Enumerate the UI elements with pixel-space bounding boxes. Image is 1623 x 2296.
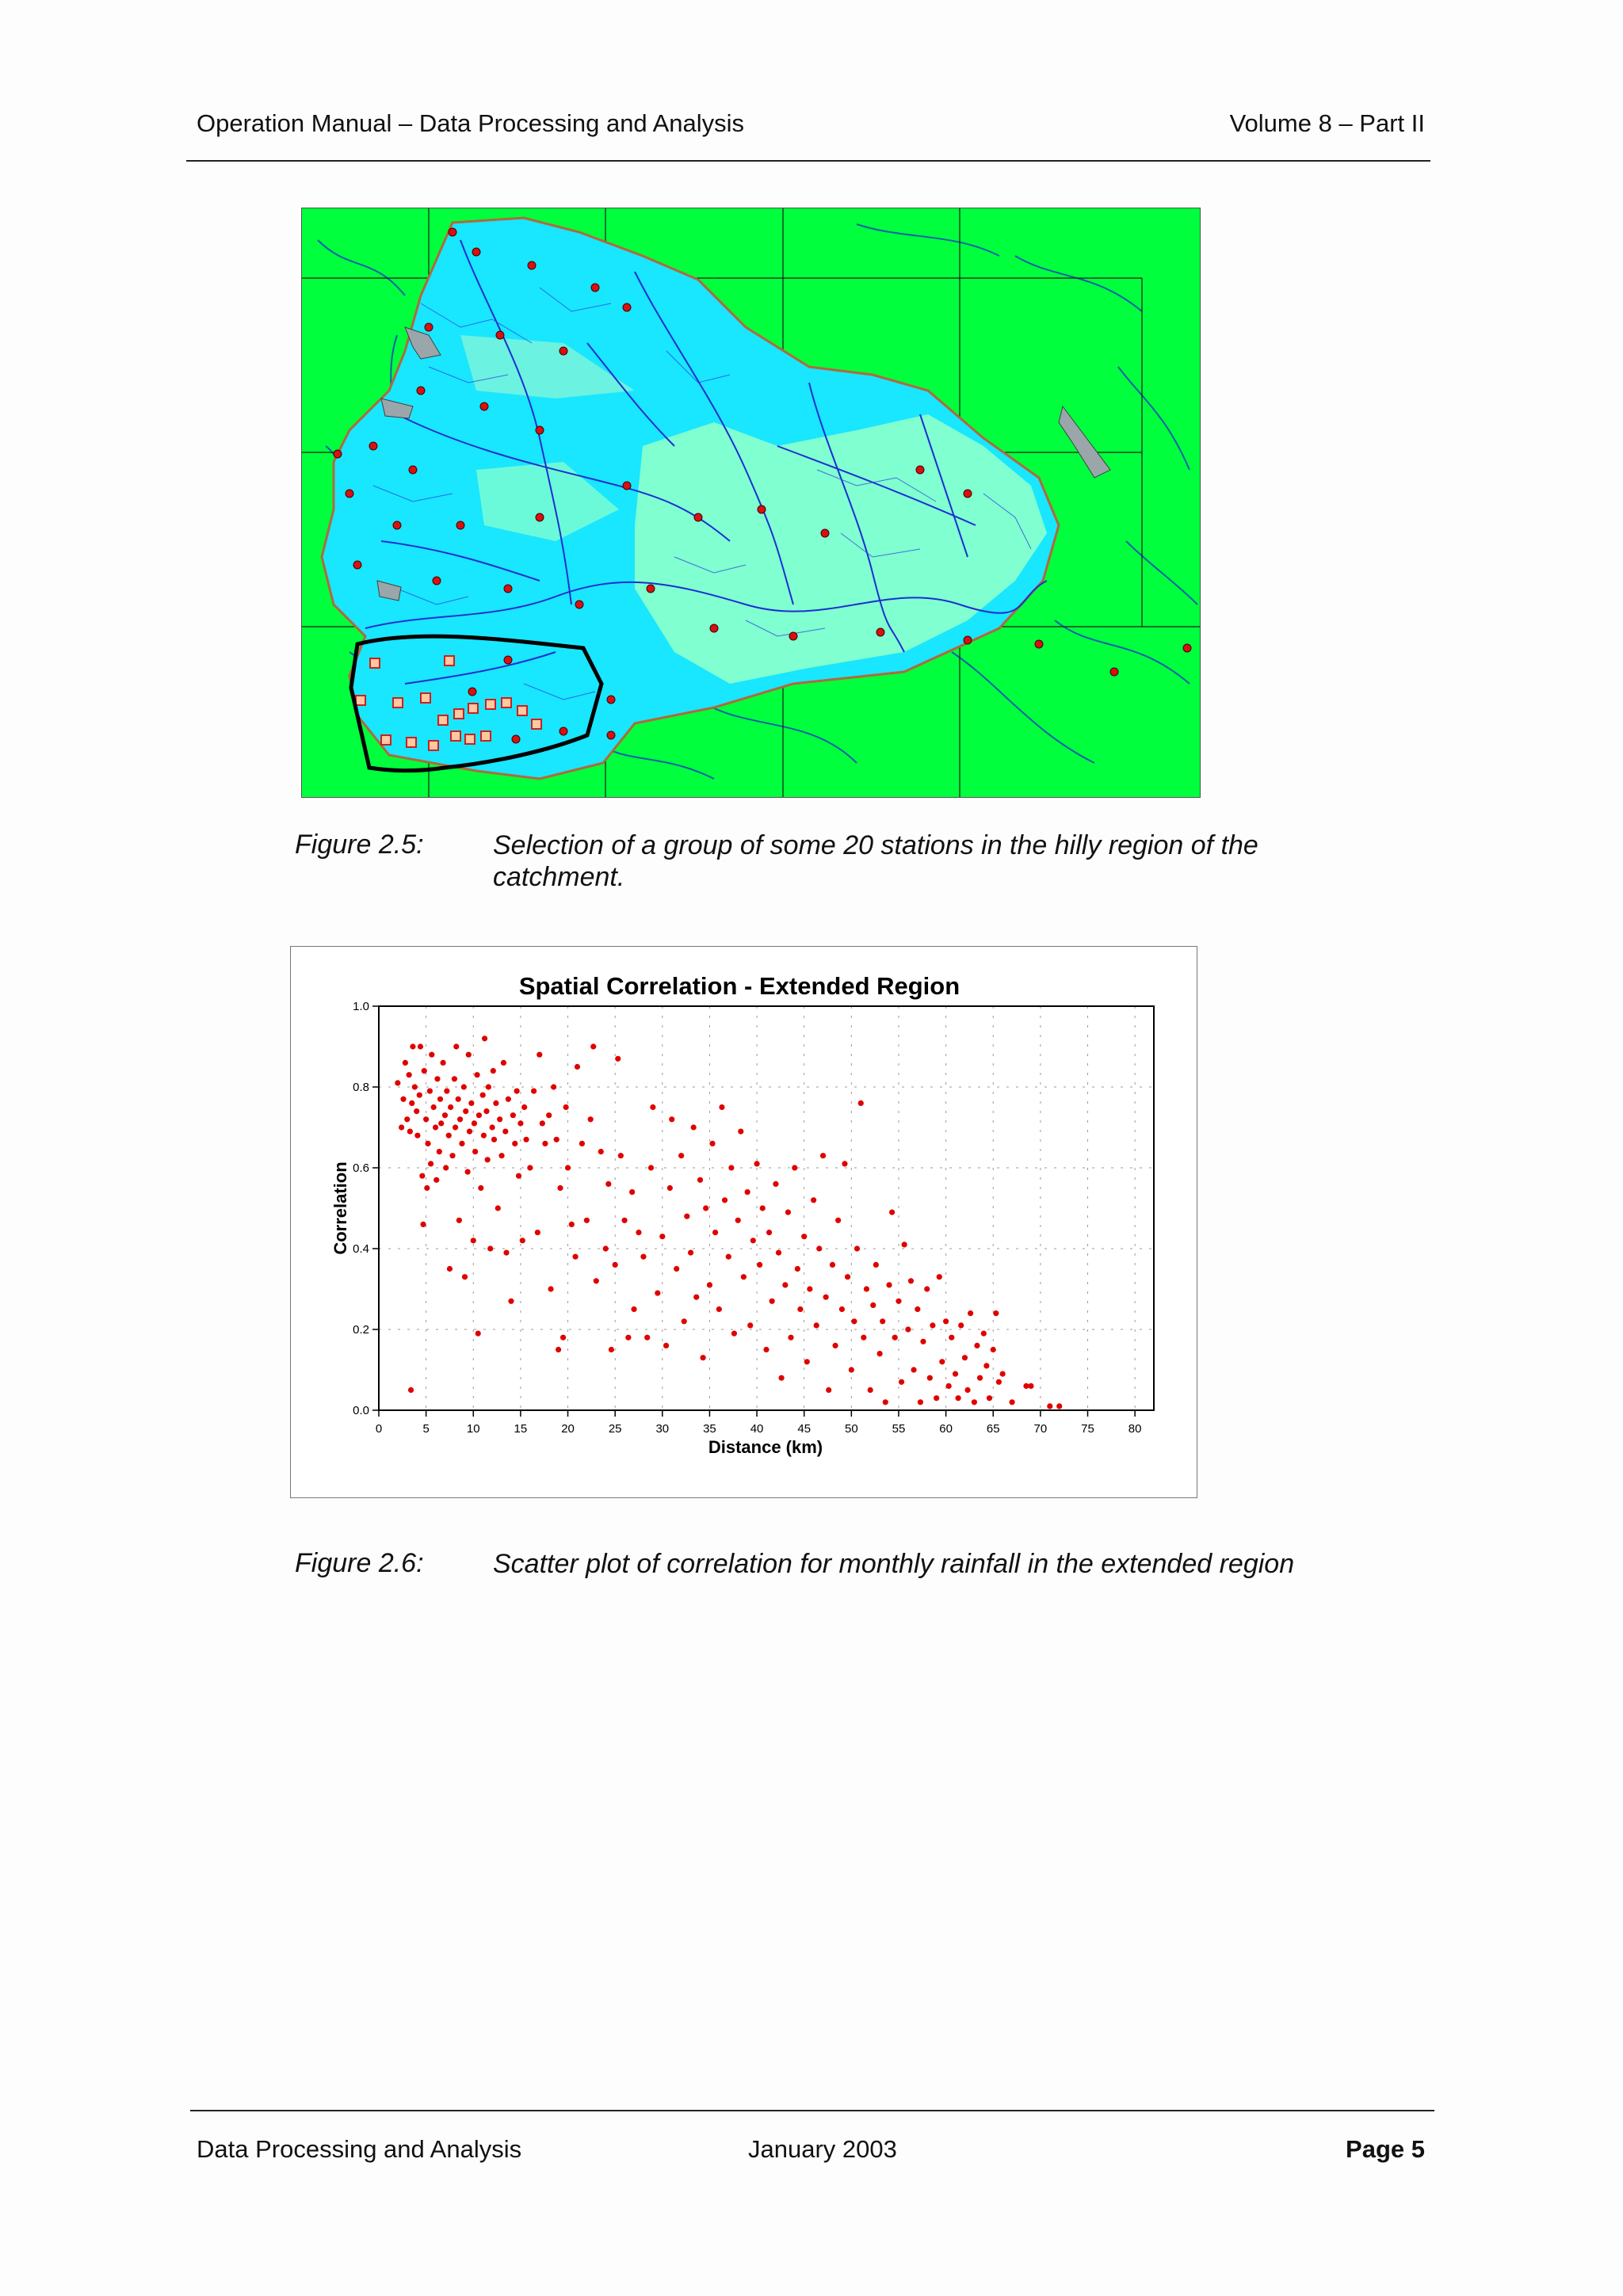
data-point [598, 1149, 604, 1154]
header-rule [186, 160, 1430, 162]
data-point [962, 1355, 968, 1360]
data-point [788, 1335, 793, 1341]
data-point [516, 1173, 521, 1179]
data-point [795, 1266, 800, 1272]
data-point [590, 1043, 596, 1049]
data-point [474, 1072, 479, 1077]
data-point [776, 1250, 781, 1256]
data-point [457, 1116, 463, 1122]
data-point [433, 1177, 439, 1183]
data-point [441, 1060, 446, 1066]
data-point [956, 1395, 961, 1401]
data-point [915, 1306, 920, 1312]
data-point [738, 1129, 743, 1135]
data-point [603, 1245, 609, 1251]
data-point [958, 1322, 964, 1328]
data-point [659, 1234, 665, 1239]
data-point [927, 1375, 933, 1381]
data-point [467, 1129, 472, 1135]
data-point [972, 1399, 977, 1405]
data-point [851, 1318, 857, 1324]
data-point [946, 1383, 952, 1389]
data-point [414, 1133, 420, 1138]
data-point [423, 1116, 429, 1122]
data-point [631, 1306, 636, 1312]
data-point [953, 1371, 958, 1377]
data-point [540, 1120, 545, 1126]
data-point [483, 1108, 489, 1114]
data-point [792, 1165, 797, 1170]
data-point [968, 1310, 973, 1316]
data-point [674, 1266, 679, 1272]
data-point [521, 1104, 527, 1110]
data-point [735, 1218, 741, 1223]
data-point [466, 1052, 472, 1058]
data-point [493, 1100, 498, 1106]
data-point [456, 1097, 461, 1102]
data-point [408, 1387, 414, 1393]
data-point [400, 1097, 406, 1102]
data-point [754, 1161, 759, 1166]
data-point [605, 1181, 611, 1187]
data-point [491, 1137, 497, 1142]
x-tick-label: 45 [797, 1422, 812, 1436]
x-tick-label: 5 [422, 1422, 430, 1436]
data-point [427, 1089, 433, 1094]
data-point [823, 1295, 829, 1300]
data-point [527, 1165, 533, 1170]
data-point [594, 1278, 599, 1283]
data-point [465, 1169, 471, 1175]
data-point [442, 1112, 448, 1118]
data-point [621, 1218, 627, 1223]
data-point [934, 1395, 939, 1401]
data-point [886, 1282, 892, 1287]
data-point [431, 1104, 437, 1110]
data-point [974, 1343, 980, 1348]
data-point [778, 1375, 784, 1381]
data-point [490, 1124, 495, 1130]
data-point [412, 1084, 418, 1089]
x-tick-label: 60 [939, 1422, 953, 1436]
data-point [437, 1097, 443, 1102]
data-point [964, 1387, 970, 1393]
data-point [741, 1274, 747, 1280]
figure-2-5-label: Figure 2.5: [295, 830, 424, 860]
data-point [399, 1124, 404, 1130]
data-point [861, 1335, 866, 1341]
data-point [842, 1161, 847, 1166]
data-point [1000, 1371, 1006, 1377]
data-point [476, 1112, 482, 1118]
data-point [551, 1084, 556, 1089]
data-point [472, 1120, 477, 1126]
data-point [693, 1295, 699, 1300]
data-point [407, 1072, 412, 1077]
footer-rule [190, 2110, 1434, 2111]
figure-2-6-label: Figure 2.6: [295, 1548, 424, 1578]
data-point [650, 1104, 655, 1110]
data-point [615, 1056, 621, 1062]
data-point [579, 1141, 585, 1146]
data-point [889, 1210, 895, 1215]
data-point [523, 1137, 529, 1142]
data-point [501, 1060, 506, 1066]
data-point [943, 1318, 949, 1324]
data-point [486, 1084, 491, 1089]
data-point [648, 1165, 654, 1170]
data-point [939, 1359, 945, 1364]
data-point [459, 1141, 464, 1146]
data-point [456, 1218, 462, 1223]
data-point [443, 1165, 449, 1170]
data-point [883, 1399, 888, 1405]
data-point [546, 1112, 552, 1118]
data-point [572, 1254, 578, 1260]
data-point [712, 1230, 718, 1235]
data-point [503, 1250, 509, 1256]
data-point [832, 1343, 838, 1348]
data-point [797, 1306, 803, 1312]
x-tick-label: 15 [514, 1422, 528, 1436]
data-point [497, 1116, 502, 1122]
data-point [870, 1302, 876, 1308]
data-point [839, 1306, 845, 1312]
data-point [453, 1124, 458, 1130]
data-point [535, 1230, 540, 1235]
data-point [873, 1262, 879, 1268]
data-point [563, 1104, 569, 1110]
data-point [700, 1355, 705, 1360]
data-point [569, 1222, 575, 1227]
data-point [418, 1043, 423, 1049]
data-point [684, 1214, 689, 1219]
data-point [804, 1359, 810, 1364]
data-point [902, 1241, 907, 1247]
data-point [437, 1149, 442, 1154]
x-tick-label: 70 [1033, 1422, 1048, 1436]
header-title: Operation Manual – Data Processing and Analysis [197, 109, 745, 137]
data-point [1028, 1383, 1033, 1389]
data-point [414, 1108, 419, 1114]
data-point [763, 1347, 769, 1352]
data-point [716, 1306, 722, 1312]
data-point [428, 1161, 433, 1166]
data-point [801, 1234, 807, 1239]
data-point [475, 1331, 481, 1337]
data-point [404, 1116, 410, 1122]
data-point [1056, 1403, 1062, 1409]
x-tick-label: 55 [892, 1422, 906, 1436]
x-tick-label: 0 [375, 1422, 383, 1436]
data-point [449, 1153, 455, 1158]
data-point [491, 1068, 496, 1074]
data-point [425, 1141, 430, 1146]
footer-page-number: Page 5 [1346, 2135, 1425, 2163]
data-point [588, 1116, 594, 1122]
data-point [830, 1262, 835, 1268]
data-point [472, 1149, 478, 1154]
data-point [991, 1347, 996, 1352]
data-point [453, 1043, 459, 1049]
data-point [688, 1250, 693, 1256]
chart-title: Spatial Correlation - Extended Region [518, 972, 960, 1000]
data-point [424, 1185, 430, 1191]
data-point [510, 1112, 516, 1118]
data-point [461, 1084, 467, 1089]
data-point [920, 1339, 926, 1344]
data-point [508, 1299, 514, 1304]
data-point [820, 1153, 826, 1158]
data-point [993, 1310, 999, 1316]
footer-date: January 2003 [748, 2135, 897, 2163]
data-point [548, 1286, 553, 1291]
data-point [773, 1181, 778, 1187]
data-point [987, 1395, 992, 1401]
data-point [996, 1379, 1002, 1385]
data-point [678, 1153, 684, 1158]
y-tick-label: 1.0 [353, 1000, 369, 1013]
data-point [463, 1108, 468, 1114]
data-point [502, 1129, 508, 1135]
data-point [452, 1076, 457, 1081]
header-volume: Volume 8 – Part II [1229, 109, 1425, 137]
data-point [807, 1286, 812, 1291]
data-point [766, 1230, 772, 1235]
x-tick-label: 20 [561, 1422, 575, 1436]
data-point [899, 1379, 904, 1385]
data-point [877, 1351, 883, 1356]
data-point [911, 1367, 916, 1372]
data-point [644, 1335, 650, 1341]
data-point [485, 1157, 491, 1162]
data-point [487, 1245, 493, 1251]
data-point [618, 1153, 624, 1158]
data-point [835, 1218, 841, 1223]
data-point [745, 1189, 750, 1195]
data-point [816, 1245, 822, 1251]
data-point [880, 1318, 885, 1324]
data-point [747, 1322, 753, 1328]
data-point [575, 1064, 580, 1070]
data-point [868, 1387, 873, 1393]
data-point [785, 1210, 791, 1215]
x-tick-label: 25 [608, 1422, 622, 1436]
y-tick-label: 0.6 [353, 1161, 369, 1175]
scatter-chart [290, 946, 1197, 1498]
footer-left: Data Processing and Analysis [197, 2135, 522, 2163]
data-point [760, 1205, 766, 1211]
data-point [707, 1282, 712, 1287]
data-point [471, 1238, 476, 1243]
data-point [482, 1035, 487, 1041]
data-point [433, 1124, 438, 1130]
data-point [480, 1093, 486, 1098]
data-point [537, 1052, 542, 1058]
data-point [448, 1104, 453, 1110]
x-tick-label: 10 [466, 1422, 480, 1436]
data-point [1009, 1399, 1014, 1405]
data-point [481, 1133, 487, 1138]
data-point [395, 1080, 400, 1085]
data-point [908, 1278, 914, 1283]
data-point [429, 1052, 434, 1058]
data-point [517, 1120, 523, 1126]
data-point [640, 1254, 646, 1260]
figure-2-5-caption: Selection of a group of some 20 stations in the hilly region of the catchment. [493, 830, 1258, 892]
data-point [478, 1185, 483, 1191]
data-point [709, 1141, 715, 1146]
data-point [924, 1286, 930, 1291]
data-point [691, 1124, 697, 1130]
data-point [983, 1363, 989, 1368]
data-point [584, 1218, 590, 1223]
data-point [434, 1076, 440, 1081]
data-point [722, 1197, 727, 1203]
data-point [892, 1335, 898, 1341]
data-point [864, 1286, 869, 1291]
data-point [703, 1205, 708, 1211]
y-tick-label: 0.0 [353, 1404, 369, 1417]
data-point [629, 1189, 635, 1195]
data-point [930, 1322, 935, 1328]
data-point [669, 1116, 674, 1122]
data-point [542, 1141, 548, 1146]
data-point [407, 1129, 413, 1135]
catchment-map [301, 208, 1201, 798]
data-point [814, 1322, 819, 1328]
data-point [697, 1177, 703, 1183]
data-point [937, 1274, 942, 1280]
data-point [417, 1093, 422, 1098]
data-point [514, 1089, 520, 1094]
data-point [512, 1141, 517, 1146]
data-point [719, 1104, 724, 1110]
data-point [565, 1165, 571, 1170]
data-point [557, 1185, 563, 1191]
y-tick-label: 0.4 [353, 1242, 369, 1256]
data-point [981, 1331, 987, 1337]
data-point [949, 1335, 954, 1341]
data-point [609, 1347, 614, 1352]
x-tick-label: 35 [703, 1422, 716, 1436]
data-point [977, 1375, 983, 1381]
data-point [495, 1205, 501, 1211]
data-point [757, 1262, 762, 1268]
data-point [468, 1100, 474, 1106]
data-point [1047, 1403, 1052, 1409]
data-point [655, 1291, 660, 1296]
data-point [444, 1089, 449, 1094]
data-point [854, 1245, 860, 1251]
data-point [826, 1387, 831, 1393]
data-point [438, 1120, 444, 1126]
x-tick-label: 65 [986, 1422, 1000, 1436]
data-point [636, 1230, 641, 1235]
data-point [728, 1165, 734, 1170]
data-point [731, 1331, 737, 1337]
data-point [531, 1089, 537, 1094]
data-point [625, 1335, 631, 1341]
y-tick-label: 0.8 [353, 1081, 369, 1094]
data-point [769, 1299, 775, 1304]
figure-2-6-caption: Scatter plot of correlation for monthly rainfall in the extended region [493, 1549, 1295, 1579]
data-point [506, 1097, 511, 1102]
data-point [750, 1238, 756, 1243]
data-point [419, 1173, 425, 1179]
data-point [409, 1100, 414, 1106]
data-point [420, 1222, 426, 1227]
data-point [560, 1335, 566, 1341]
data-point [858, 1100, 864, 1106]
x-tick-label: 80 [1128, 1422, 1142, 1436]
data-point [663, 1343, 669, 1348]
data-point [849, 1367, 854, 1372]
data-point [682, 1318, 687, 1324]
x-tick-label: 50 [844, 1422, 858, 1436]
data-point [462, 1274, 468, 1280]
data-point [811, 1197, 816, 1203]
data-point [667, 1185, 673, 1191]
data-point [782, 1282, 788, 1287]
data-point [498, 1153, 504, 1158]
data-point [918, 1399, 923, 1405]
x-tick-label: 40 [750, 1422, 764, 1436]
data-point [520, 1238, 525, 1243]
data-point [613, 1262, 618, 1268]
data-point [447, 1266, 453, 1272]
y-tick-label: 0.2 [353, 1323, 369, 1337]
data-point [845, 1274, 850, 1280]
data-point [403, 1060, 408, 1066]
data-point [905, 1326, 911, 1332]
data-point [556, 1347, 561, 1352]
data-point [410, 1043, 415, 1049]
x-axis-label: Distance (km) [708, 1437, 823, 1457]
y-axis-label: Correlation [330, 1161, 350, 1255]
x-tick-label: 30 [655, 1422, 670, 1436]
data-point [896, 1299, 901, 1304]
data-point [446, 1133, 452, 1138]
data-point [422, 1068, 427, 1074]
x-tick-label: 75 [1081, 1422, 1094, 1436]
data-point [726, 1254, 731, 1260]
data-point [554, 1137, 559, 1142]
